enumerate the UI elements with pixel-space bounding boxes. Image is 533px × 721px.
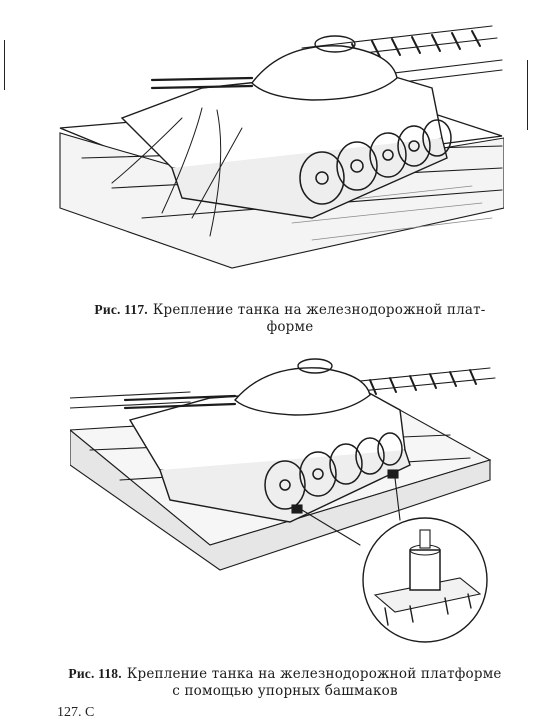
scan-smudge	[527, 60, 528, 130]
figure-117-caption-line-1: Крепление танка на железнодорожной плат-	[152, 301, 486, 318]
figure-117-caption	[70, 301, 510, 336]
figure-117-illustration	[52, 8, 504, 270]
figure-117-caption-line-2: форме	[266, 318, 314, 335]
tank-turret	[125, 359, 370, 415]
figure-118-illustration	[70, 350, 500, 645]
figure-118-label: Рис. 118.	[68, 665, 122, 681]
figure-118-caption-line-2: с помощью упорных башмаков	[172, 682, 398, 699]
tank-turret	[152, 36, 397, 100]
figure-118-caption	[50, 665, 520, 700]
scan-smudge	[4, 40, 5, 90]
figure-118-caption-line-1: Крепление танка на железнодорожной платформе	[126, 665, 502, 682]
figure-117-label: Рис. 117.	[94, 301, 148, 317]
next-paragraph-fragment: 127. С	[57, 705, 95, 720]
stop-block-detail-inset	[363, 518, 487, 642]
